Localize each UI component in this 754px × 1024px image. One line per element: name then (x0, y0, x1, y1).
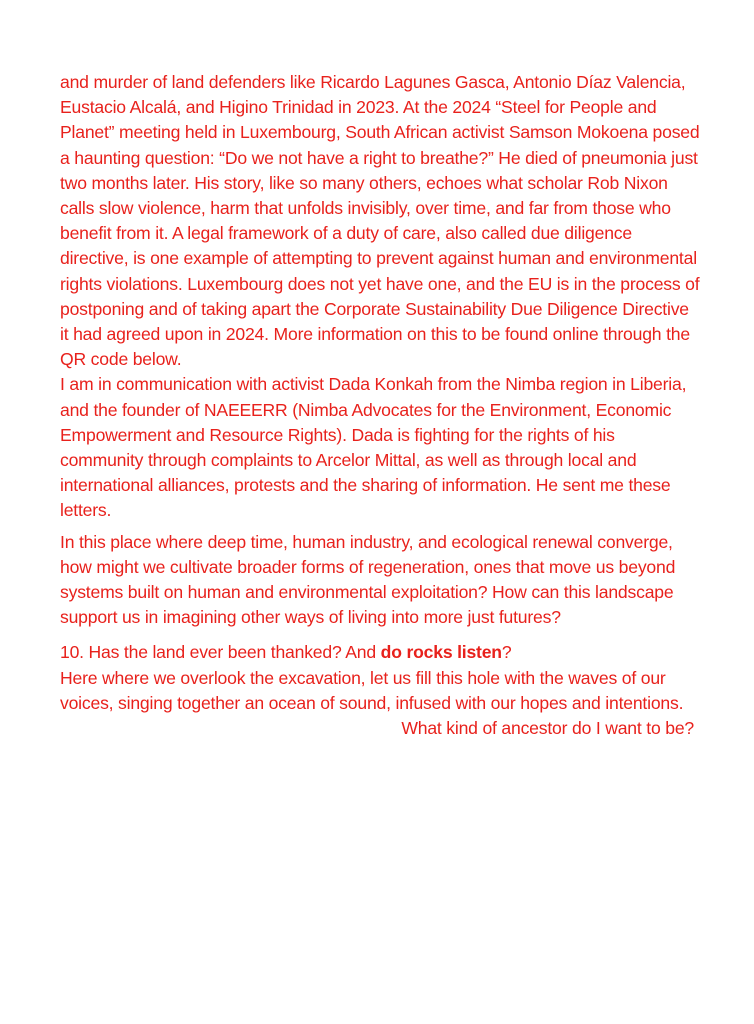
question-10-text: 10. Has the land ever been thanked? And (60, 642, 381, 663)
closing-question: What kind of ancestor do I want to be? (401, 718, 694, 739)
paragraph-question-10 (60, 640, 700, 665)
document-body (60, 70, 700, 741)
do-rocks-listen-emphasis: do rocks listen (380, 642, 502, 663)
paragraph-dada-konkah: I am in communication with activist Dada Konkah from the Nimba region in Liberia, and the founder of NAEEERR (Nimba Advocates for the Environment, Economic Empowerment and Resource Rights). Dada is fighting for the rights of his community through complaints to Arcelor Mittal, as well as through local and international alliances, protests and the sharing of information. He sent me these letters. (60, 374, 687, 521)
paragraph-land-defenders: and murder of land defenders like Ricardo Lagunes Gasca, Antonio Díaz Valencia, Eustacio Alcalá, and Higino Trinidad in 2023. At the 2024 “Steel for People and Planet” meeting held in Luxembourg, South African activist Samson Mokoena posed a haunting question: “Do we not have a right to breathe?” He died of pneumonia just two months later. His story, like so many others, echoes what scholar Rob Nixon calls slow violence, harm that unfolds invisibly, over time, and far from those who benefit from it. A legal framework of a duty of care, also called due diligence directive, is one example of attempting to prevent against human and environmental rights violations. Luxembourg does not yet have one, and the EU is in the process of postponing and of taking apart the Corporate Sustainability Due Diligence Directive it had agreed upon in 2024. More information on this to be found online through the QR code below. (60, 72, 700, 370)
paragraph-excavation: Here where we overlook the excavation, let us fill this hole with the waves of our voices, singing together an ocean of sound, infused with our hopes and intentions. (60, 667, 684, 713)
paragraph-regeneration-question: In this place where deep time, human industry, and ecological renewal converge, how might we cultivate broader forms of regeneration, ones that move us beyond systems built on human and environmental exploitation? How can this landscape support us in imagining other ways of living into more just futures? (60, 531, 676, 628)
question-mark: ? (501, 642, 512, 663)
